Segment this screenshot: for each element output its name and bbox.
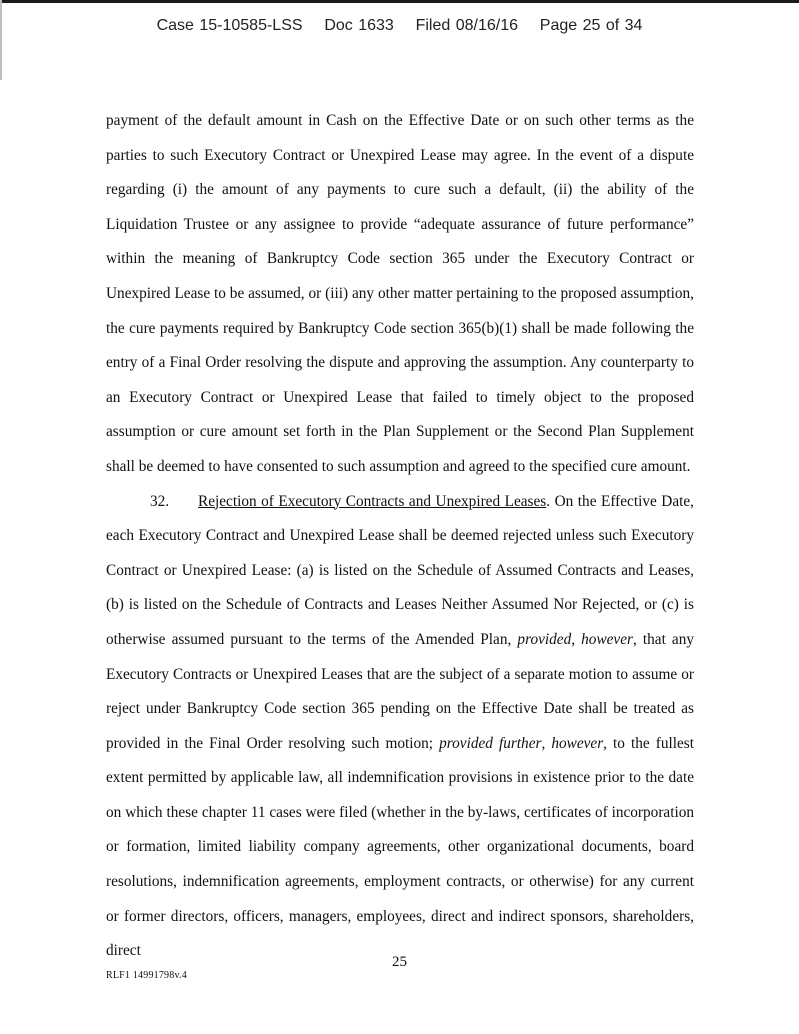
paragraph-32-text-4: , to the fullest extent permitted by applicable law, all indemnification provisions in existence prior to the date on which these chapter 11 cases were filed (whether in the by-laws, certificates of incorporation or formation, limited liability company agreements, other organizational documents, board resolutions, indemnification agreements, employment contracts, or otherwise) for any current or former directors, officers, managers, employees, direct and indirect sponsors, shareholders, direct [106, 734, 694, 960]
document-body [106, 104, 694, 969]
paragraph-continued [106, 104, 694, 485]
paragraph-continued-text: payment of the default amount in Cash on the Effective Date or on such other terms as the parties to such Executory Contract or Unexpired Lease may agree. In the event of a dispute regarding (i) the amount of any payments to cure such a default, (ii) the ability of the Liquidation Trustee or any assignee to provide “adequate assurance of future performance” within the meaning of Bankruptcy Code section 365 under the Executory Contract or Unexpired Lease to be assumed, or (iii) any other matter pertaining to the proposed assumption, the cure payments required by Bankruptcy Code section 365(b)(1) shall be made following the entry of a Final Order resolving the dispute and approving the assumption. Any counterparty to an Executory Contract or Unexpired Lease that failed to timely object to the proposed assumption or cure amount set forth in the Plan Supplement or the Second Plan Supplement shall be deemed to have consented to such assumption and agreed to the specified cure amount. [106, 112, 694, 475]
paragraph-32-text-1: On the Effective Date, each Executory Contract and Unexpired Lease shall be deemed rejected unless such Executory Contract or Unexpired Lease: (a) is listed on the Schedule of Assumed Contracts and Leases, (b) is listed on the Schedule of Contracts and Leases Neither Assumed Nor Rejected, or (c) is otherwise assumed pursuant to the terms of the Amended Plan, [106, 492, 694, 648]
italic-however: however [551, 734, 604, 752]
paragraph-number: 32. [150, 492, 170, 510]
paragraph-32-text-2: , that any Executory Contracts or Unexpired Leases that are the subject of a separate motion to assume or reject under Bankruptcy Code section 365 pending on the Effective Date shall be treated as provided in the Final Order resolving such motion; [106, 630, 695, 752]
scan-left-edge [0, 0, 2, 80]
italic-provided-however: provided, however [517, 630, 633, 648]
scan-top-edge [0, 0, 799, 3]
italic-provided-further: provided further [439, 734, 542, 752]
page-number: 25 [392, 954, 407, 970]
document-id: RLF1 14991798v.4 [106, 970, 187, 981]
paragraph-heading: Rejection of Executory Contracts and Unexpired Leases [198, 492, 547, 510]
paragraph-32 [106, 485, 694, 969]
case-header: Case 15-10585-LSS Doc 1633 Filed 08/16/16 Page 25 of 34 [156, 17, 643, 34]
paragraph-heading-period: . [546, 492, 551, 510]
paragraph-32-text-3: , [541, 734, 552, 752]
